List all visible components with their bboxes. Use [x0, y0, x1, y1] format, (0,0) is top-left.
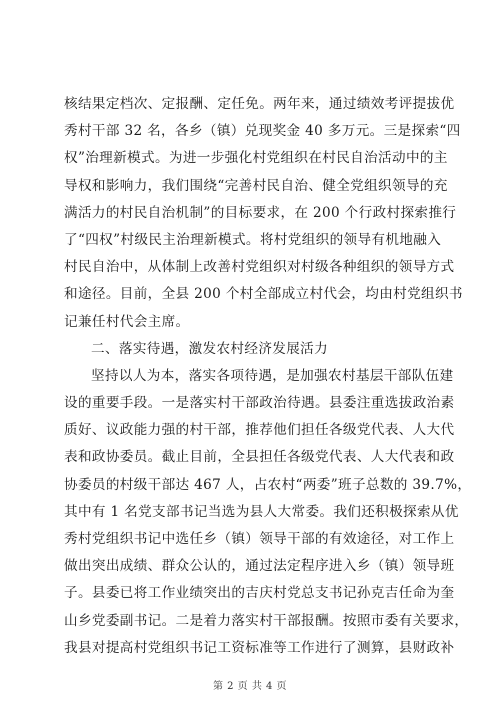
paragraph-line: 我县对提高村党组织书记工资标准等工作进行了测算，县财政补	[64, 639, 455, 656]
paragraph-line: 和途径。目前，全县 200 个村全部成立村代会，均由村党组织书	[64, 286, 463, 303]
paragraph-line: 子。县委已将工作业绩突出的吉庆村党总支书记孙克吉任命为奎	[64, 585, 455, 602]
paragraph-line: 权”治理新模式。为进一步强化村党组织在村民自治活动中的主	[64, 150, 448, 167]
paragraph-line: 秀村干部 32 名，各乡（镇）兑现奖金 40 多万元。三是探索“四	[64, 123, 461, 140]
paragraph-line: 表和政协委员。截止目前，全县担任各级党代表、人大代表和政	[64, 449, 455, 466]
paragraph-line: 坚持以人为本，落实各项待遇，是加强农村基层干部队伍建	[91, 367, 454, 384]
section-heading: 二、落实待遇，激发农村经济发展活力	[91, 340, 329, 357]
paragraph-line: 协委员的村级干部达 467 人，占农村“两委”班子总数的 39.7%，	[64, 476, 472, 493]
paragraph-line: 设的重要手段。一是落实村干部政治待遇。县委注重选拔政治素	[64, 395, 455, 412]
paragraph-line: 村民自治中，从体制上改善村党组织对村级各种组织的领导方式	[64, 259, 455, 276]
paragraph-line: 秀村党组织书记中选任乡（镇）领导干部的有效途径，对工作上	[64, 531, 455, 547]
paragraph-line: 做出突出成绩、群众公认的，通过法定程序进入乡（镇）领导班	[64, 558, 455, 575]
paragraph-line: 导权和影响力，我们围绕“完善村民自治、健全党组织领导的充	[64, 177, 448, 194]
paragraph-line: 了“四权”村级民主治理新模式。将村党组织的领导有机地融入	[64, 231, 442, 248]
paragraph-line: 质好、议政能力强的村干部，推荐他们担任各级党代表、人大代	[64, 422, 455, 439]
paragraph-line: 记兼任村代会主席。	[64, 313, 190, 330]
paragraph-line: 满活力的村民自治机制”的目标要求，在 200 个行政村探索推行	[64, 204, 457, 221]
paragraph-line: 山乡党委副书记。二是着力落实村干部报酬。按照市委有关要求，	[64, 612, 469, 629]
page-number: 第 2 页 共 4 页	[212, 681, 288, 692]
document-body	[64, 91, 472, 662]
paragraph-line: 其中有 1 名党支部书记当选为县人大常委。我们还积极探索从优	[64, 503, 459, 520]
paragraph-line: 核结果定档次、定报酬、定任免。两年来，通过绩效考评提拔优	[64, 96, 455, 112]
